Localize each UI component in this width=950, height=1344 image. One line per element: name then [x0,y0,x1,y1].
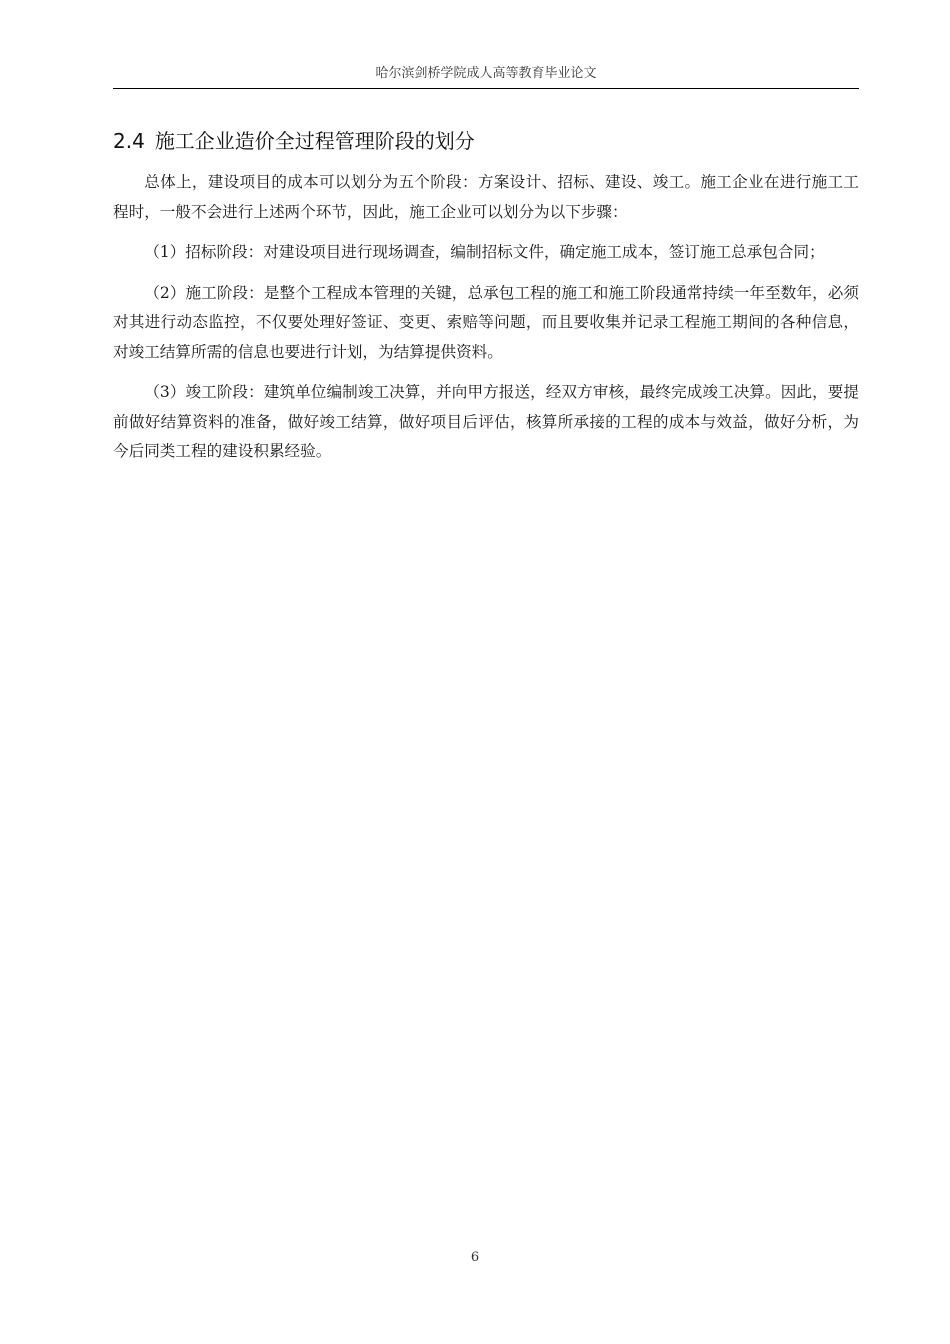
header-rule [113,88,859,89]
section-heading [113,124,859,158]
section-number: 2.4 [113,129,145,153]
page-number: 6 [470,1250,480,1265]
paragraph-bidding-stage: （1）招标阶段：对建设项目进行现场调查，编制招标文件，确定施工成本，签订施工总承包合同； [144,243,825,261]
paragraph-intro: 总体上，建设项目的成本可以划分为五个阶段：方案设计、招标、建设、竣工。施工企业在进行施工工程时，一般不会进行上述两个环节，因此，施工企业可以划分为以下步骤： [113,173,859,221]
running-header: 哈尔滨剑桥学院成人高等教育毕业论文 [375,66,597,81]
paragraph-construction-stage: （2）施工阶段：是整个工程成本管理的关键，总承包工程的施工和施工阶段通常持续一年至数年，必须对其进行动态监控，不仅要处理好签证、变更、索赔等问题，而且要收集并记录工程施工期间的各种信息，对竣工结算所需的信息也要进行计划，为结算提供资料。 [113,283,859,361]
document-body [113,124,859,478]
section-title: 施工企业造价全过程管理阶段的划分 [154,129,475,153]
paragraph-completion-stage: （3）竣工阶段：建筑单位编制竣工决算，并向甲方报送，经双方审核，最终完成竣工决算。因此，要提前做好结算资料的准备，做好竣工结算，做好项目后评估，核算所承接的工程的成本与效益，做好分析，为今后同类工程的建设积累经验。 [113,383,859,460]
